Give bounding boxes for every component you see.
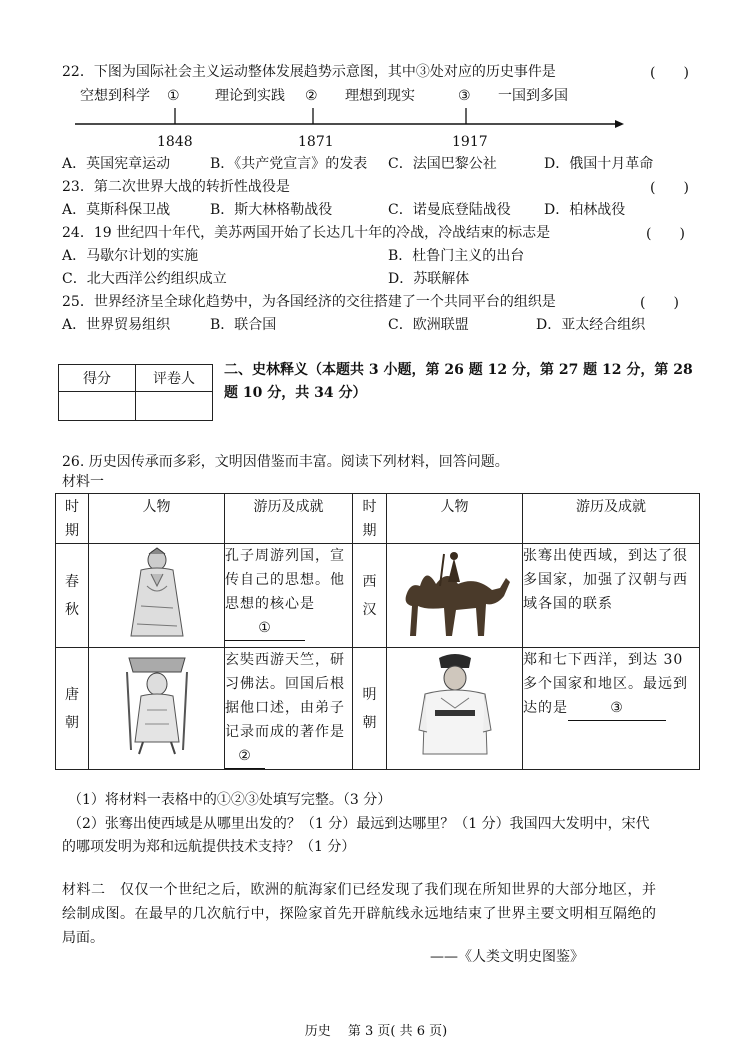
xuanzang-portrait-image	[107, 650, 207, 758]
q26-sub1: （1）将材料一表格中的①②③处填写完整。（3 分）	[68, 792, 392, 808]
timeline-marker-2: ②	[305, 88, 318, 104]
timeline-year-3: 1917	[452, 134, 488, 150]
q22-option-c: C．法国巴黎公社	[388, 156, 497, 172]
q26-stem: 26. 历史因传承而多彩，文明因借鉴而丰富。阅读下列材料，回答问题。	[62, 454, 509, 470]
confucius-description: 孔子周游列国，宣传自己的思想。他思想的核心是①	[225, 544, 353, 648]
q24-option-b: B．杜鲁门主义的出台	[388, 248, 525, 264]
q25-option-c: C．欧洲联盟	[388, 317, 469, 333]
score-cell[interactable]	[59, 392, 136, 421]
header-period-left: 时期	[56, 494, 89, 544]
q25-answer-paren: ( )	[640, 295, 679, 311]
timeline-year-1: 1848	[157, 134, 193, 150]
q24-answer-paren: ( )	[646, 226, 685, 242]
timeline-marker-3: ③	[458, 88, 471, 104]
q23-option-a: A．莫斯科保卫战	[62, 202, 171, 218]
q24-option-d: D．苏联解体	[388, 271, 470, 287]
page-footer: 历史 第 3 页( 共 6 页)	[304, 1024, 448, 1039]
section2-title-line1: 二、史林释义（本题共 3 小题，第 26 题 12 分，第 27 题 12 分，第 28	[224, 362, 693, 378]
timeline-year-2: 1871	[298, 134, 334, 150]
zhenghe-statue-image	[405, 650, 505, 758]
q22-answer-paren: ( )	[650, 65, 689, 81]
confucius-portrait-image	[111, 546, 203, 644]
zhenghe-statue-cell	[387, 648, 523, 770]
q23-answer-paren: ( )	[650, 180, 689, 196]
period-xihan: 西汉	[353, 544, 387, 648]
zhenghe-description: 郑和七下西洋，到达 30 多个国家和地区。最远到达的是 ③	[523, 648, 700, 770]
q22-stem: 22．下图为国际社会主义运动整体发展趋势示意图，其中③处对应的历史事件是	[62, 64, 556, 80]
score-box	[58, 364, 213, 421]
q23-option-c: C．诺曼底登陆战役	[388, 202, 511, 218]
timeline-stage-1: 空想到科学	[80, 88, 150, 104]
header-travel-right: 游历及成就	[523, 494, 700, 544]
zhangqian-description: 张骞出使西域，到达了很多国家，加强了汉朝与西域各国的联系	[523, 544, 700, 648]
header-person-left: 人物	[89, 494, 225, 544]
zhangqian-statue-cell	[387, 544, 523, 648]
timeline-stage-3: 理想到现实	[345, 88, 415, 104]
period-chunqiu: 春秋	[56, 544, 89, 648]
header-period-right: 时期	[353, 494, 387, 544]
q24-option-c: C．北大西洋公约组织成立	[62, 271, 227, 287]
q26-sub2-line2: 的哪项发明为郑和远航提供技术支持？（1 分）	[62, 839, 356, 855]
q23-option-b: B．斯大林格勒战役	[210, 202, 333, 218]
q24-stem: 24．19 世纪四十年代，美苏两国开始了长达几十年的冷战，冷战结束的标志是	[62, 225, 551, 241]
material2-line3: 局面。	[62, 930, 104, 946]
q25-option-a: A．世界贸易组织	[62, 317, 171, 333]
material2-line2: 绘制成图。在最早的几次航行中，探险家首先开辟航线永远地结束了世界主要文明相互隔绝的	[62, 906, 657, 922]
q24-option-a: A．马歇尔计划的实施	[62, 248, 199, 264]
q25-option-b: B．联合国	[210, 317, 277, 333]
section2-title-line2: 题 10 分，共 34 分）	[224, 385, 367, 401]
material2-source: ——《人类文明史图鉴》	[430, 949, 584, 965]
blank-3[interactable]: ③	[568, 696, 666, 721]
q25-option-d: D．亚太经合组织	[536, 317, 646, 333]
timeline-marker-1: ①	[167, 88, 180, 104]
timeline-stage-4: 一国到多国	[498, 88, 568, 104]
material1-label: 材料一	[62, 474, 104, 490]
grader-cell[interactable]	[136, 392, 213, 421]
xuanzang-description: 玄奘西游天竺，研习佛法。回国后根据他口述，由弟子记录而成的著作是②	[225, 648, 353, 770]
blank-2[interactable]: ②	[225, 744, 265, 769]
period-tang: 唐朝	[56, 648, 89, 770]
period-ming: 明朝	[353, 648, 387, 770]
q22-option-d: D．俄国十月革命	[544, 156, 654, 172]
confucius-portrait-cell	[89, 544, 225, 648]
q26-sub2-line1: （2）张骞出使西域是从哪里出发的？（1 分）最远到达哪里？（1 分）我国四大发明中，宋代	[68, 816, 650, 832]
grader-label: 评卷人	[136, 365, 213, 392]
q23-stem: 23．第二次世界大战的转折性战役是	[62, 179, 290, 195]
material2-line1: 材料二 仅仅一个世纪之后，欧洲的航海家们已经发现了我们现在所知世界的大部分地区，并	[62, 882, 657, 898]
blank-1[interactable]: ①	[225, 616, 305, 641]
q22-option-a: A．英国宪章运动	[62, 156, 171, 172]
score-label: 得分	[59, 365, 136, 392]
material1-table	[55, 493, 700, 770]
q25-stem: 25．世界经济呈全球化趋势中，为各国经济的交往搭建了一个共同平台的组织是	[62, 294, 556, 310]
header-person-right: 人物	[387, 494, 523, 544]
xuanzang-portrait-cell	[89, 648, 225, 770]
zhangqian-camel-statue-image	[396, 546, 514, 642]
q23-option-d: D．柏林战役	[544, 202, 626, 218]
header-travel-left: 游历及成就	[225, 494, 353, 544]
timeline-stage-2: 理论到实践	[215, 88, 285, 104]
q22-option-b: B．《共产党宣言》的发表	[210, 156, 368, 172]
